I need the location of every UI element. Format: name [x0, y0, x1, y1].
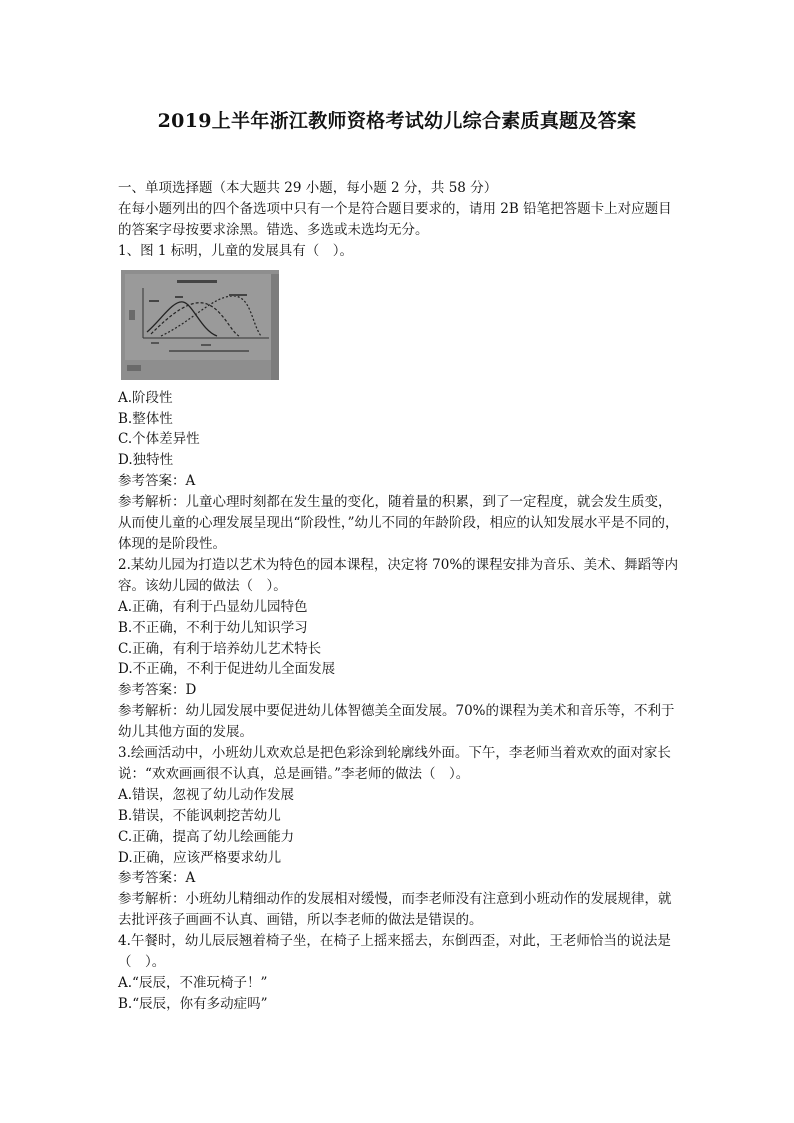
analysis: 参考解析：幼儿园发展中要促进幼儿体智德美全面发展。70%的课程为美术和音乐等，不利于幼儿其他方面的发展。: [118, 703, 675, 741]
question-1: [118, 241, 680, 555]
option-a: A.阶段性: [118, 389, 173, 406]
option-c: C.个体差异性: [118, 431, 200, 448]
document-title: 2019上半年浙江教师资格考试幼儿综合素质真题及答案: [157, 110, 637, 132]
section-instructions: 在每小题列出的四个备选项中只有一个是符合题目要求的，请用 2B 铅笔把答题卡上对应题目的答案字母按要求涂黑。错选、多选或未选均无分。: [118, 200, 672, 238]
document-body: [118, 178, 680, 1015]
option-b: B.“辰辰，你有多动症吗”: [118, 995, 268, 1012]
option-a: A.正确，有利于凸显幼儿园特色: [118, 598, 308, 615]
question-stem: 1、图 1 标明，儿童的发展具有（ ）。: [118, 242, 354, 259]
option-d: D.不正确，不利于促进幼儿全面发展: [118, 661, 336, 678]
section-heading: 一、单项选择题（本大题共 29 小题，每小题 2 分，共 58 分）: [118, 180, 498, 196]
option-b: B.整体性: [118, 410, 173, 427]
option-b: B.错误，不能讽刺挖苦幼儿: [118, 807, 281, 824]
analysis: 参考解析：小班幼儿精细动作的发展相对缓慢，而李老师没有注意到小班动作的发展规律，就去批评孩子画画不认真、画错，所以李老师的做法是错误的。: [118, 891, 672, 929]
option-a: A.“辰辰，不准玩椅子！”: [118, 975, 268, 991]
figure-1-photo: [121, 270, 279, 380]
question-2: [118, 555, 680, 743]
option-b: B.不正确，不利于幼儿知识学习: [118, 619, 308, 636]
question-3: [118, 743, 680, 931]
option-c: C.正确，有利于培养幼儿艺术特长: [118, 640, 322, 657]
answer: 参考答案：D: [118, 682, 197, 699]
question-stem: 3.绘画活动中，小班幼儿欢欢总是把色彩涂到轮廓线外面。下午，李老师当着欢欢的面对家长说：“欢欢画画很不认真，总是画错。”李老师的做法（ ）。: [118, 745, 671, 782]
question-stem: 2.某幼儿园为打造以艺术为特色的园本课程，决定将 70%的课程安排为音乐、美术、舞蹈等内容。该幼儿园的做法（ ）。: [118, 556, 679, 594]
question-stem: 4.午餐时，幼儿辰辰翘着椅子坐，在椅子上摇来摇去，东倒西歪，对此，王老师恰当的说法是（ ）。: [118, 933, 671, 971]
answer: 参考答案：A: [118, 870, 196, 887]
option-a: A.错误，忽视了幼儿动作发展: [118, 786, 295, 803]
question-4: [118, 931, 680, 1015]
option-c: C.正确，提高了幼儿绘画能力: [118, 828, 295, 845]
option-d: D.正确，应该严格要求幼儿: [118, 849, 282, 866]
figure-1-graph: [121, 270, 279, 380]
analysis: 参考解析：儿童心理时刻都在发生量的变化，随着量的积累，到了一定程度，就会发生质变，从而使儿童的心理发展呈现出“阶段性，”幼儿不同的年龄阶段，相应的认知发展水平是不同的，体现的是阶段性。: [118, 494, 679, 552]
option-d: D.独特性: [118, 452, 174, 469]
answer: 参考答案：A: [118, 473, 196, 490]
